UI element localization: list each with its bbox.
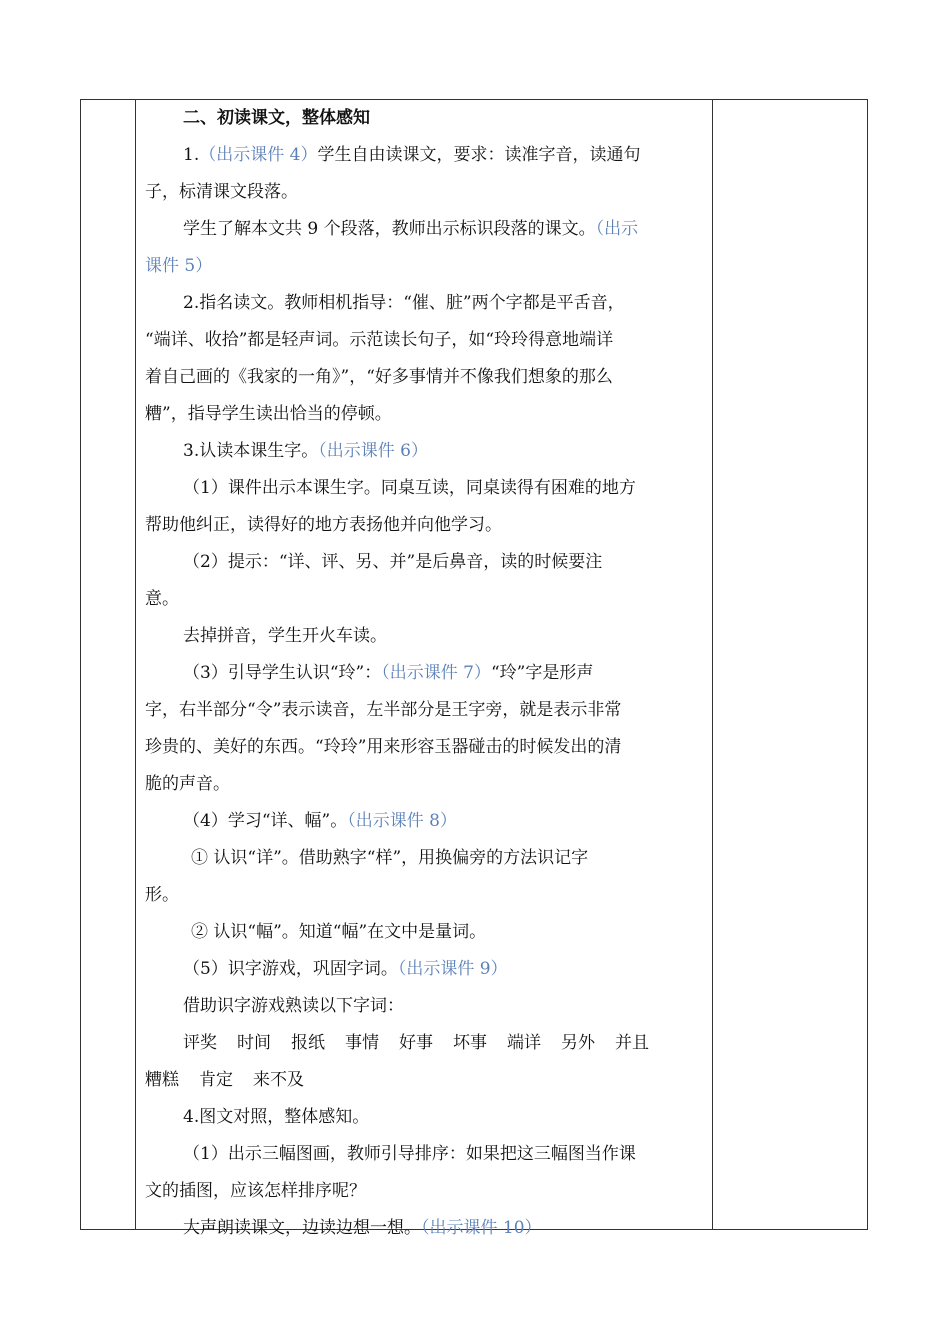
- paragraph-line: 形。: [145, 885, 179, 905]
- word: 端详: [507, 1033, 541, 1053]
- word: 评奖: [183, 1033, 217, 1053]
- courseware-link[interactable]: （出示: [595, 219, 639, 239]
- word: 事情: [345, 1033, 379, 1053]
- paragraph-line: 文的插图，应该怎样排序呢？: [145, 1181, 366, 1201]
- word: 另外: [561, 1033, 595, 1053]
- courseware-link[interactable]: （出示课件 9）: [397, 959, 508, 979]
- courseware-link[interactable]: （出示课件 8）: [347, 811, 457, 831]
- word: 好事: [399, 1033, 433, 1053]
- section-title: 二、初读课文，整体感知: [183, 108, 370, 128]
- paragraph-line: 字，右半部分“令”表示读音，左半部分是王字旁，就是表示非常: [145, 700, 622, 720]
- courseware-link[interactable]: 课件 5）: [145, 256, 213, 276]
- paragraph-line: 意。: [145, 589, 179, 609]
- paragraph: 借助识字游戏熟读以下字词：: [183, 996, 404, 1016]
- word: 来不及: [253, 1070, 304, 1090]
- paragraph: （1）出示三幅图画，教师引导排序：如果把这三幅图当作课: [183, 1144, 636, 1164]
- word: 坏事: [453, 1033, 487, 1053]
- paragraph: 1.（出示课件 4）学生自由读课文，要求：读准字音，读通句: [183, 145, 641, 165]
- paragraph-line: 糟”，指导学生读出恰当的停顿。: [145, 404, 392, 424]
- word: 糟糕: [145, 1070, 179, 1090]
- word: 肯定: [199, 1070, 233, 1090]
- paragraph: ② 认识“幅”。知道“幅”在文中是量词。: [191, 922, 487, 942]
- courseware-link[interactable]: （出示课件 7）: [381, 663, 491, 683]
- paragraph: （2）提示：“详、评、另、并”是后鼻音，读的时候要注: [183, 552, 603, 572]
- word-list-row: [145, 1062, 711, 1099]
- word: 并且: [615, 1033, 649, 1053]
- paragraph-line: 珍贵的、美好的东西。“玲玲”用来形容玉器碰击的时候发出的清: [145, 737, 622, 757]
- column-divider-right: [712, 100, 713, 1229]
- word: 时间: [237, 1033, 271, 1053]
- lesson-content: [145, 100, 711, 1247]
- paragraph-line: 着自己画的《我家的一角》”，“好多事情并不像我们想象的那么: [145, 367, 613, 387]
- paragraph: ① 认识“详”。借助熟字“样”，用换偏旁的方法识记字: [191, 848, 589, 868]
- courseware-link[interactable]: （出示课件 4）: [199, 145, 318, 165]
- paragraph: （1）课件出示本课生字。同桌互读，同桌读得有困难的地方: [183, 478, 636, 498]
- paragraph: （5）识字游戏，巩固字词。（出示课件 9）: [183, 959, 508, 979]
- paragraph: （3）引导学生认识“玲”：（出示课件 7）“玲”字是形声: [183, 663, 594, 683]
- word-list-row: [145, 1025, 711, 1062]
- courseware-link[interactable]: （出示课件 6）: [318, 441, 428, 461]
- paragraph: 大声朗读课文，边读边想一想。（出示课件 10）: [183, 1218, 542, 1238]
- word: 报纸: [291, 1033, 325, 1053]
- paragraph: 2.指名读文。教师相机指导：“催、脏”两个字都是平舌音，: [183, 293, 625, 313]
- paragraph-line: 子，标清课文段落。: [145, 182, 298, 202]
- column-divider-left: [135, 100, 136, 1229]
- paragraph: （4）学习“详、幅”。（出示课件 8）: [183, 811, 457, 831]
- paragraph-line: 帮助他纠正，读得好的地方表扬他并向他学习。: [145, 515, 502, 535]
- paragraph-line: 脆的声音。: [145, 774, 230, 794]
- lesson-table: [80, 99, 868, 1238]
- courseware-link[interactable]: （出示课件 10）: [421, 1218, 542, 1238]
- paragraph: 3.认读本课生字。（出示课件 6）: [183, 441, 428, 461]
- paragraph: 去掉拼音，学生开火车读。: [183, 626, 387, 646]
- paragraph: 学生了解本文共 9 个段落，教师出示标识段落的课文。（出示: [183, 219, 639, 239]
- paragraph-line: “端详、收拾”都是轻声词。示范读长句子，如“玲玲得意地端详: [145, 330, 614, 350]
- paragraph: 4.图文对照，整体感知。: [183, 1107, 370, 1127]
